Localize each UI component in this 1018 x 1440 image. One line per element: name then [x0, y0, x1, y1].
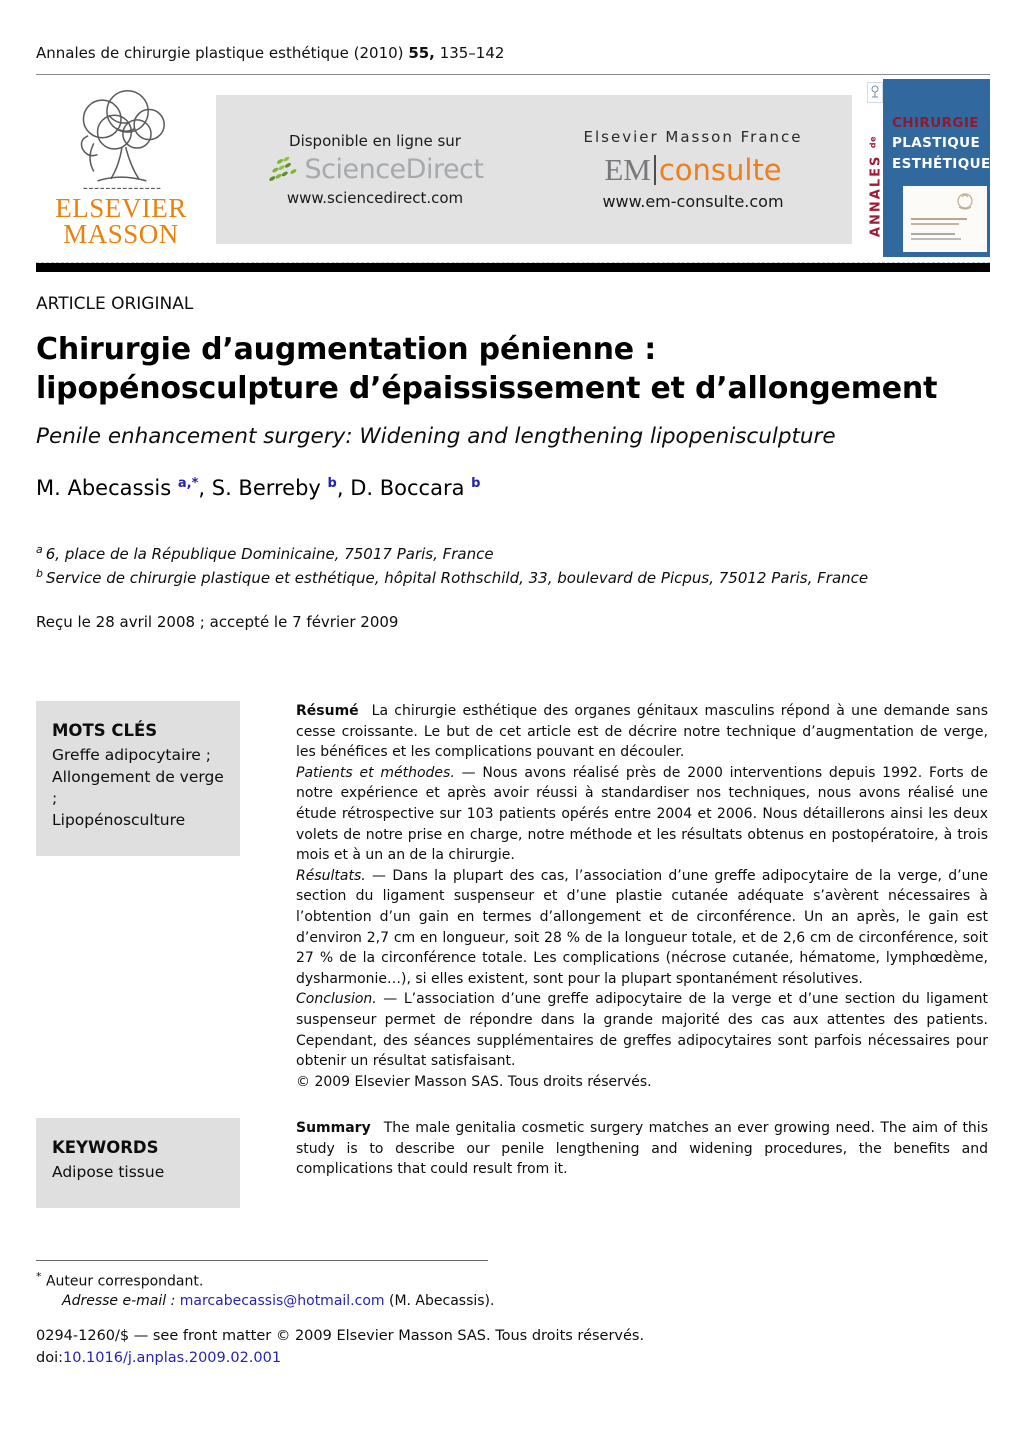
- resume-section-methods: [296, 763, 988, 866]
- resume-section-conclusion: [296, 989, 988, 1071]
- elsevier-tree-icon: [60, 87, 182, 195]
- article-title-fr-line2: lipopénosculpture d’épaississement et d’allongement: [36, 371, 938, 406]
- section-text: Dans la plupart des cas, l’association d’une greffe adipocytaire de la verge, d’une section du ligament suspenseur et d’une plastie cutanée adéquate s’avèrent nécessaires à l’obtention d’un gain en termes d’allongement et de circonférence. Un an après, le gain est d’environ 2,7 cm en longueur, soit 28 % de la longueur totale, et de 2,6 cm de circonférence, soit 27 % de la circonférence totale. Les complications (nécrose cutanée, hématome, lymphœdème, dysharmonie…), si elles existent, sont pour la plupart spontanément résolutives.: [296, 867, 988, 987]
- mots-cles-label: MOTS CLÉS: [52, 721, 158, 740]
- cover-small-print: [911, 218, 967, 243]
- sciencedirect-tagline: Disponible en ligne sur: [289, 132, 461, 150]
- authors-line: [36, 476, 990, 500]
- elsevier-masson-wordmark: [55, 195, 187, 248]
- affiliation-a: [36, 542, 990, 566]
- journal-cover-thumbnail: [866, 79, 990, 257]
- keywords-label: KEYWORDS: [52, 1138, 159, 1158]
- cover-emblem-icon: [953, 191, 977, 213]
- sciencedirect-logo: [266, 154, 483, 185]
- author-affiliation-marker: b: [471, 476, 481, 491]
- issn-copyright-line: 0294-1260/$ — see front matter © 2009 Elsevier Masson SAS. Tous droits réservés.: [36, 1328, 645, 1344]
- resume-block: [296, 701, 988, 1092]
- section-label: Résultats. —: [296, 867, 393, 884]
- mots-cles-box: [36, 701, 240, 856]
- author-name: D. Boccara: [350, 476, 465, 500]
- received-accepted-dates: Reçu le 28 avril 2008 ; accepté le 7 février 2009: [36, 613, 399, 631]
- mot-cle-item: Lipopénosculture: [52, 811, 186, 830]
- article-title-en: Penile enhancement surgery: Widening and lengthening lipopenisculpture: [36, 424, 836, 449]
- journal-ref-volume: 55,: [408, 44, 435, 62]
- corresponding-author-note: [36, 1270, 636, 1290]
- cover-series-title: ANNALES $^{de}$: [868, 135, 884, 238]
- affiliations: [36, 542, 990, 589]
- cover-lower-panel: [903, 186, 987, 252]
- section-label: Conclusion. —: [296, 991, 404, 1008]
- cover-title-line3: ESTHÉTIQUE: [892, 155, 991, 172]
- article-title-fr-line1: Chirurgie d’augmentation pénienne :: [36, 332, 656, 367]
- resume-label: Résumé: [296, 703, 359, 719]
- author-name: M. Abecassis: [36, 476, 172, 500]
- emconsulte-consulte-wordmark: consulte: [658, 153, 782, 187]
- mot-cle-item: Greffe adipocytaire ;: [52, 746, 211, 765]
- author-affiliation-marker: b: [327, 476, 337, 491]
- summary-block: [296, 1118, 988, 1208]
- sciencedirect-url: www.sciencedirect.com: [286, 189, 464, 207]
- article-title-fr: [36, 330, 990, 408]
- doi-link[interactable]: 10.1016/j.anplas.2009.02.001: [63, 1349, 282, 1366]
- cover-publisher-mark-icon: [867, 82, 883, 103]
- emconsulte-em-wordmark: EM: [604, 152, 651, 187]
- affiliation-text: 6, place de la République Dominicaine, 75017 Paris, France: [45, 545, 494, 563]
- abstract-area: [36, 701, 990, 1208]
- section-bar: [36, 263, 990, 272]
- section-text: Nous avons réalisé près de 2000 interventions depuis 1992. Forts de notre expérience et après avoir réussi à standardiser nos techniques, nous avons réalisé une étude rétrospective sur 103 patients opérés entre 2004 et 2006. Nous détaillerons ainsi les deux volets de notre prise en charge, notre méthode et les résultats obtenus en postopératoire, à trois mois et à un an de la chirurgie.: [296, 764, 988, 864]
- email-author: (M. Abecassis).: [388, 1292, 495, 1309]
- emconsulte-block: [534, 95, 852, 244]
- journal-ref-title: Annales de chirurgie plastique esthétique (2010): [36, 44, 409, 62]
- sciencedirect-wordmark: ScienceDirect: [304, 154, 484, 185]
- affiliation-marker: a: [36, 543, 43, 556]
- masthead: [36, 87, 990, 263]
- author-separator: ,: [336, 476, 351, 500]
- resume-intro: [296, 701, 988, 763]
- email-label: Adresse e-mail :: [62, 1292, 176, 1309]
- email-link[interactable]: marcabecassis@hotmail.com: [179, 1292, 385, 1309]
- author-affiliation-marker: a,*: [177, 476, 199, 491]
- emconsulte-publisher: Elsevier Masson France: [583, 128, 803, 146]
- availability-banner: [216, 95, 852, 244]
- footnote-divider: [36, 1260, 488, 1261]
- author-separator: ,: [198, 476, 212, 500]
- affiliation-text: Service de chirurgie plastique et esthétique, hôpital Rothschild, 33, boulevard de Picpus, 75012 Paris, France: [45, 568, 869, 587]
- author-name: S. Berreby: [211, 476, 321, 500]
- resume-section-results: [296, 866, 988, 990]
- emconsulte-bar-icon: [654, 155, 656, 185]
- keywords-box: [36, 1118, 240, 1208]
- summary-label: Summary: [296, 1120, 371, 1137]
- publisher-name-line1: ELSEVIER: [55, 193, 187, 223]
- summary-paragraph: [296, 1118, 988, 1180]
- section-label: Patients et méthodes. —: [296, 764, 483, 781]
- front-matter-meta: [36, 1326, 644, 1370]
- masthead-divider: [36, 74, 990, 75]
- doi-label: doi:: [36, 1349, 63, 1366]
- emconsulte-logo: [604, 152, 781, 188]
- cover-title-line1: CHIRURGIE: [892, 115, 979, 131]
- elsevier-masson-logo: [36, 87, 206, 262]
- corresponding-author-text: Auteur correspondant.: [45, 1273, 204, 1290]
- keyword-item: Adipose tissue: [52, 1163, 165, 1182]
- summary-text: The male genitalia cosmetic surgery matches an ever growing need. The aim of this study is to describe our penile lengthening and widening procedures, the benefits and complications that could result from it.: [296, 1120, 988, 1178]
- mot-cle-item: Allongement de verge ;: [52, 767, 224, 808]
- article-type-label: ARTICLE ORIGINAL: [36, 294, 194, 314]
- affiliation-b: [36, 566, 990, 590]
- resume-intro-text: La chirurgie esthétique des organes génitaux masculins répond à une demande sans cesse croissante. Le but de cet article est de décrire notre technique d’augmentation de verge, les bénéfices et les complications pouvant en découler.: [296, 703, 988, 761]
- section-text: L’association d’une greffe adipocytaire de la verge et d’une section du ligament suspenseur permet de répondre dans la grande majorité des cas aux attentes des patients. Cependant, des séances supplémentaires de greffes adipocytaires sont parfois nécessaires pour obtenir un résultat satisfaisant.: [296, 991, 988, 1070]
- footnote-star: *: [36, 1270, 42, 1283]
- publisher-name-line2: MASSON: [63, 219, 179, 250]
- emconsulte-url: www.em-consulte.com: [602, 192, 784, 211]
- cover-title-line2: PLASTIQUE: [892, 135, 981, 152]
- sciencedirect-leaves-icon: [266, 155, 302, 185]
- journal-ref-pages: 135–142: [434, 44, 505, 62]
- email-line: [62, 1293, 636, 1309]
- journal-reference: [36, 44, 990, 62]
- sciencedirect-block: [216, 95, 534, 244]
- copyright-line: © 2009 Elsevier Masson SAS. Tous droits réservés.: [296, 1073, 652, 1090]
- doi-line: [36, 1348, 644, 1370]
- footnote: [36, 1260, 636, 1309]
- cover-journal-title: [892, 113, 991, 174]
- affiliation-marker: b: [36, 566, 43, 580]
